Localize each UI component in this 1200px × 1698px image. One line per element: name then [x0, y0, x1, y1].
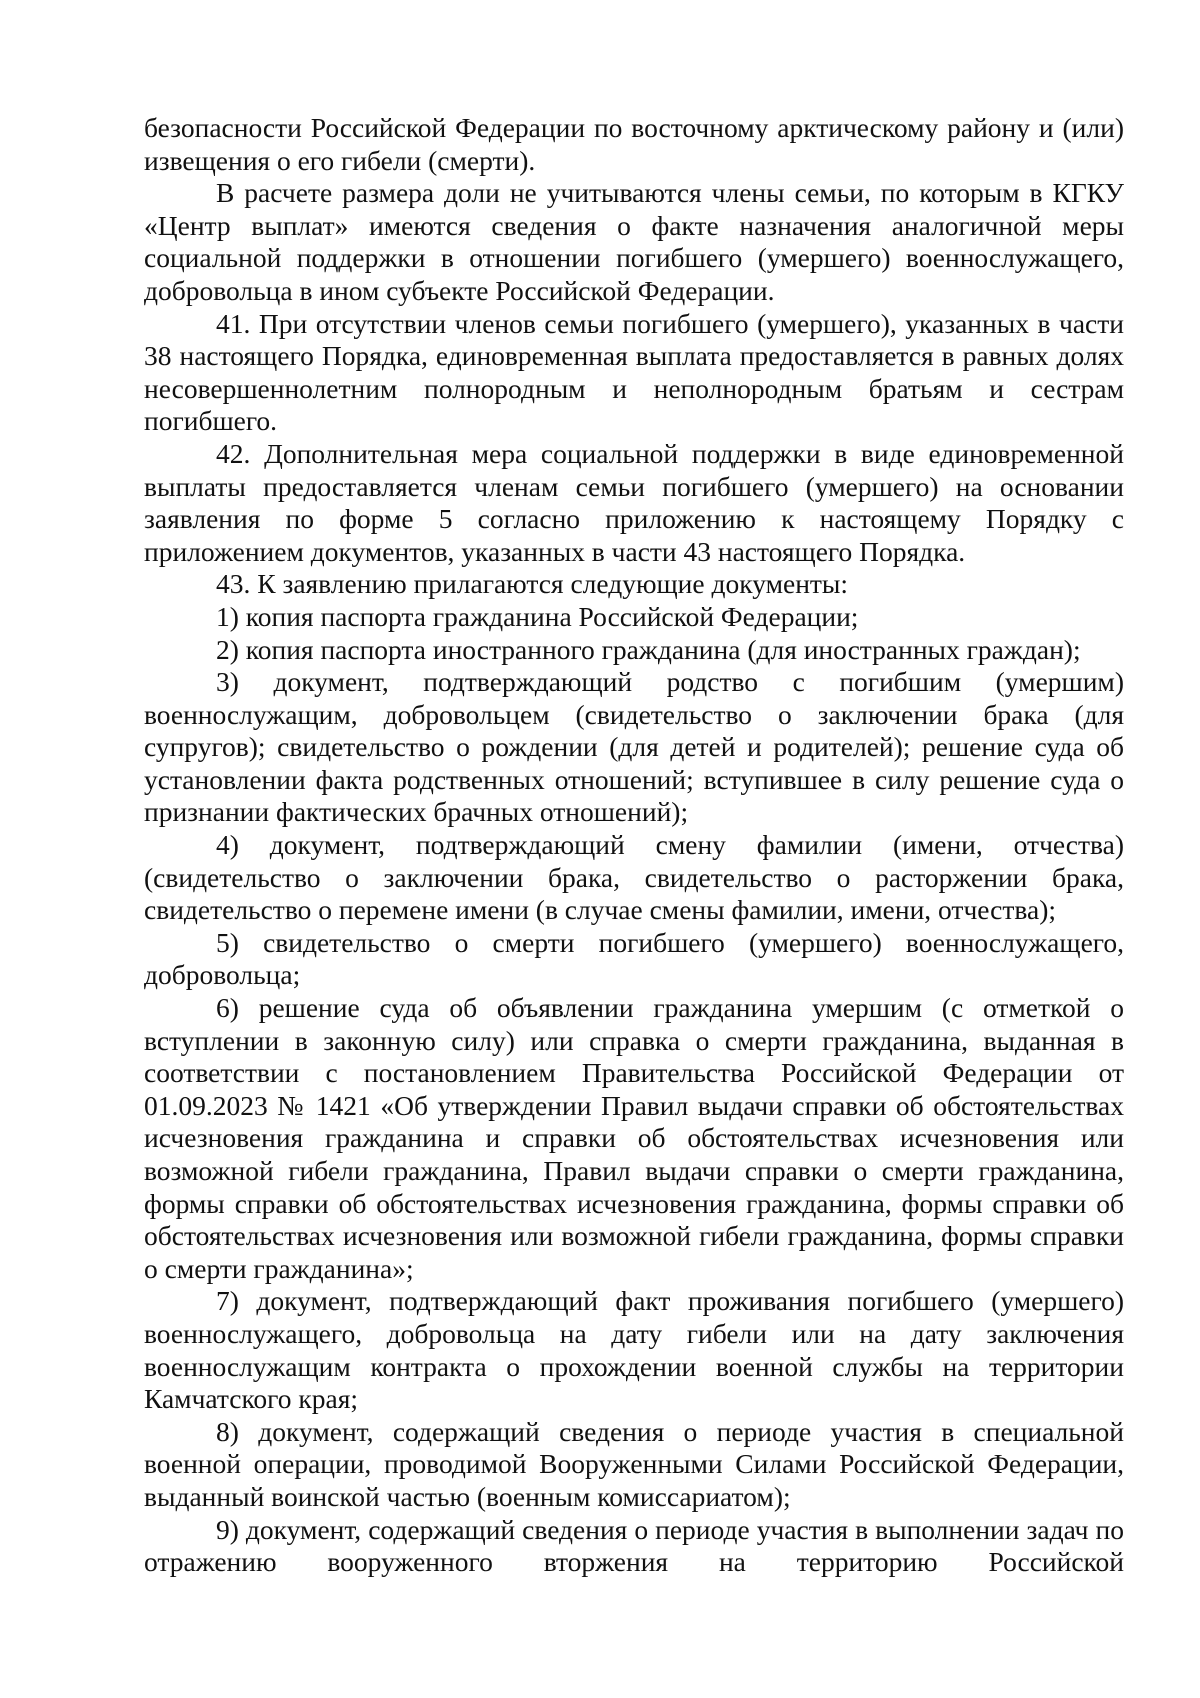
document-page — [144, 112, 1124, 1579]
list-item-6: 6) решение суда об объявлении гражданина умершим (с отметкой о вступлении в законную силу) или справка о смерти гражданина, выданная в соответствии с постановлением Правительства Российской Федерации от 01.09.2023 № 1421 «Об утверждении Правил выдачи справки об обстоятельствах исчезновения гражданина и справки об обстоятельствах исчезновения или возможной гибели гражданина, Правил выдачи справки о смерти гражданина, формы справки об обстоятельствах исчезновения гражданина, формы справки об обстоятельствах исчезновения или возможной гибели гражданина, формы справки о смерти гражданина»; — [144, 992, 1124, 1284]
list-item-9: 9) документ, содержащий сведения о периоде участия в выполнении задач по отражению вооруженного вторжения на территорию Российской — [144, 1513, 1124, 1578]
list-item-8: 8) документ, содержащий сведения о периоде участия в специальной военной операции, проводимой Вооруженными Силами Российской Федерации, выданный воинской частью (военным комиссариатом); — [144, 1415, 1124, 1512]
paragraph-share-calculation: В расчете размера доли не учитываются члены семьи, по которым в КГКУ «Центр выплат» имеются сведения о факте назначения аналогичной меры социальной поддержки в отношении погибшего (умершего) военнослужащего, добровольца в ином субъекте Российской Федерации. — [144, 177, 1124, 306]
paragraph-42: 42. Дополнительная мера социальной поддержки в виде единовременной выплаты предоставляется членам семьи погибшего (умершего) на основании заявления по форме 5 согласно приложению к настоящему Порядку с приложением документов, указанных в части 43 настоящего Порядка. — [144, 437, 1124, 567]
paragraph-continuation: безопасности Российской Федерации по восточному арктическому району и (или) извещения о его гибели (смерти). — [144, 112, 1124, 176]
list-item-3: 3) документ, подтверждающий родство с погибшим (умершим) военнослужащим, добровольцем (свидетельство о заключении брака (для супругов); свидетельство о рождении (для детей и родителей); решение суда об установлении факта родственных отношений; вступившее в силу решение суда о признании фактических брачных отношений); — [144, 666, 1124, 828]
list-item-4: 4) документ, подтверждающий смену фамилии (имени, отчества) (свидетельство о заключении брака, свидетельство о расторжении брака, свидетельство о перемене имени (в случае смены фамилии, имени, отчества); — [144, 829, 1124, 926]
paragraph-43: 43. К заявлению прилагаются следующие документы: — [216, 568, 849, 600]
list-item-5: 5) свидетельство о смерти погибшего (умершего) военнослужащего, добровольца; — [144, 926, 1124, 991]
list-item-2: 2) копия паспорта иностранного гражданина (для иностранных граждан); — [216, 633, 1081, 665]
list-item-7: 7) документ, подтверждающий факт проживания погибшего (умершего) военнослужащего, добровольца на дату гибели или на дату заключения военнослужащим контракта о прохождении военной службы на территории Камчатского края; — [144, 1285, 1124, 1415]
list-item-1: 1) копия паспорта гражданина Российской Федерации; — [216, 600, 859, 632]
paragraph-41: 41. При отсутствии членов семьи погибшего (умершего), указанных в части 38 настоящего Порядка, единовременная выплата предоставляется в равных долях несовершеннолетним полнородным и неполнородным братьям и сестрам погибшего. — [144, 307, 1124, 437]
